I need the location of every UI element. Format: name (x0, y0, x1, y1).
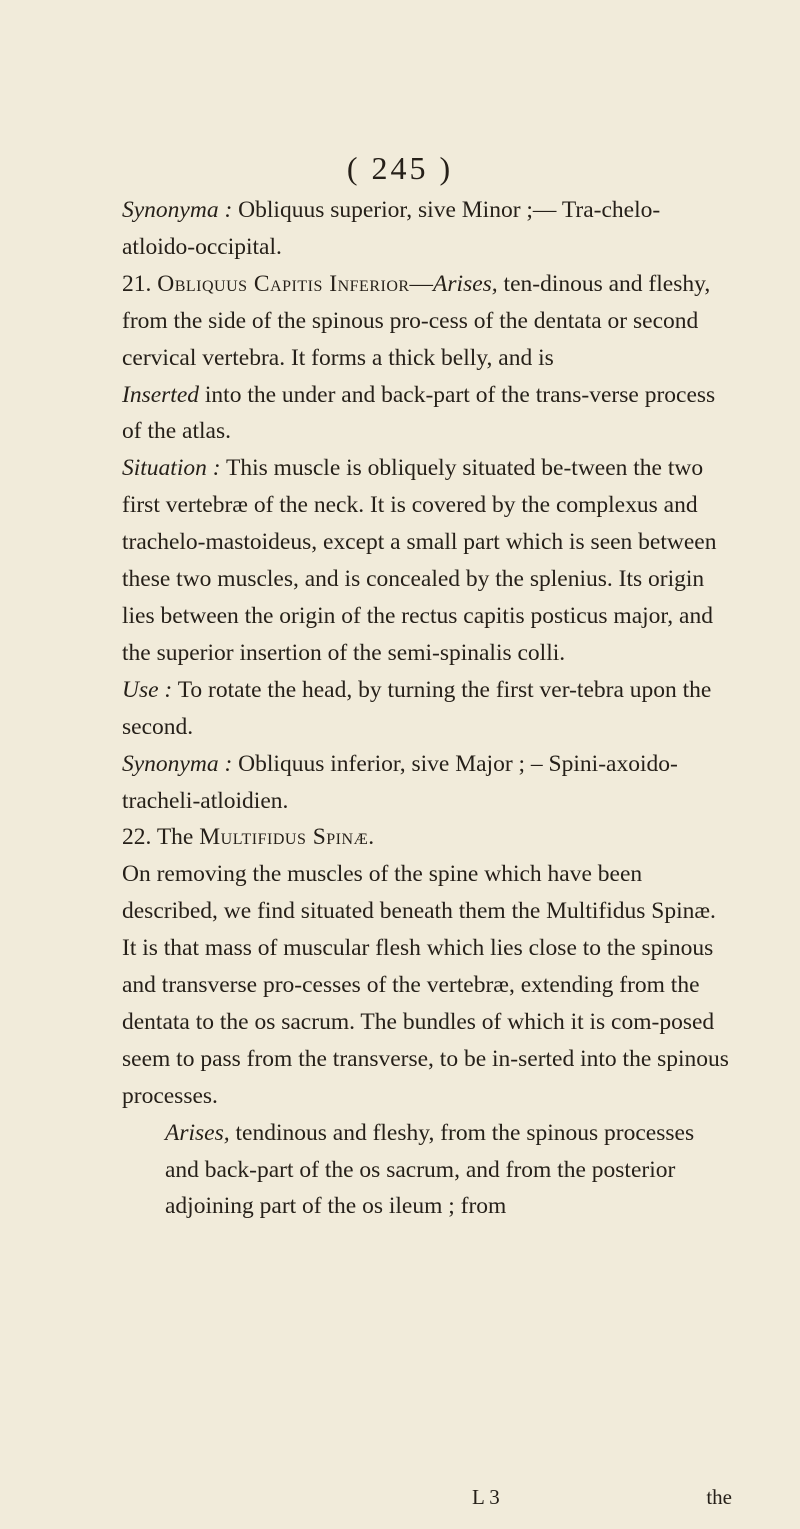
section-number: 22. The (122, 824, 200, 851)
text: Obliquus inferior, sive Major ; – Spini-axoido-tracheli-atloidien. (122, 750, 678, 814)
muscle-name: Obliquus Capitis Inferior (157, 270, 410, 297)
text: ten-dinous and fleshy, from the side of the spinous pro-cess of the dentata or second cervical vertebra. It forms a thick belly, and is (122, 270, 711, 371)
text: Obliquus superior, sive Minor ;— Tra-chelo-atloido-occipital. (122, 197, 661, 260)
label-synonyma: Synonyma : (122, 197, 233, 223)
label-situation: Situation : (122, 455, 221, 482)
body-text (122, 192, 732, 1225)
label-arises: Arises, (433, 270, 498, 297)
label-inserted: Inserted (122, 381, 200, 408)
paragraph-synonyma-superior (122, 192, 732, 266)
paragraph-inserted (122, 377, 732, 451)
text: To rotate the head, by turning the first ver-tebra upon the second. (122, 676, 712, 740)
text: into the under and back-part of the trans-verse process of the atlas. (122, 381, 716, 445)
catchword: the (706, 1485, 732, 1509)
muscle-name: Multifidus Spinæ. (199, 824, 375, 851)
text: This muscle is obliquely situated be-tween the two first vertebræ of the neck. It is covered by the complexus and trachelo-mastoideus, except a small part which is seen between these two muscles, and is concealed by the splenius. Its origin lies between the origin of the rectus capitis posticus major, and the superior insertion of the semi-spinalis colli. (122, 455, 717, 666)
paragraph-multifidus-heading (122, 819, 732, 856)
label-use: Use : (122, 676, 173, 703)
label-arises: Arises, (165, 1119, 230, 1146)
text: tendinous and fleshy, from the spinous processes and back-part of the os sacrum, and from the posterior adjoining part of the os ileum ; from (165, 1119, 695, 1220)
page-number-header: ( 245 ) (346, 150, 454, 186)
section-number: 21. (122, 270, 158, 297)
paragraph-obliquus-inferior-heading (122, 266, 732, 377)
paragraph-situation (122, 450, 732, 671)
text: On removing the muscles of the spine which have been described, we find situated beneath them the Multifidus Spinæ. It is that mass of muscular flesh which lies close to the spinous and transverse pro-cesses of the vertebræ, extending from the dentata to the os sacrum. The bundles of which it is com-posed seem to pass from the transverse, to be in-serted into the spinous processes. (122, 861, 729, 1109)
label-synonyma: Synonyma : (122, 750, 233, 777)
paragraph-multifidus-description (122, 856, 732, 1114)
dash: — (409, 270, 434, 297)
paragraph-use (122, 672, 732, 746)
signature-mark: L 3 (472, 1485, 500, 1509)
paragraph-arises (122, 1115, 732, 1226)
paragraph-synonyma-inferior (122, 746, 732, 820)
